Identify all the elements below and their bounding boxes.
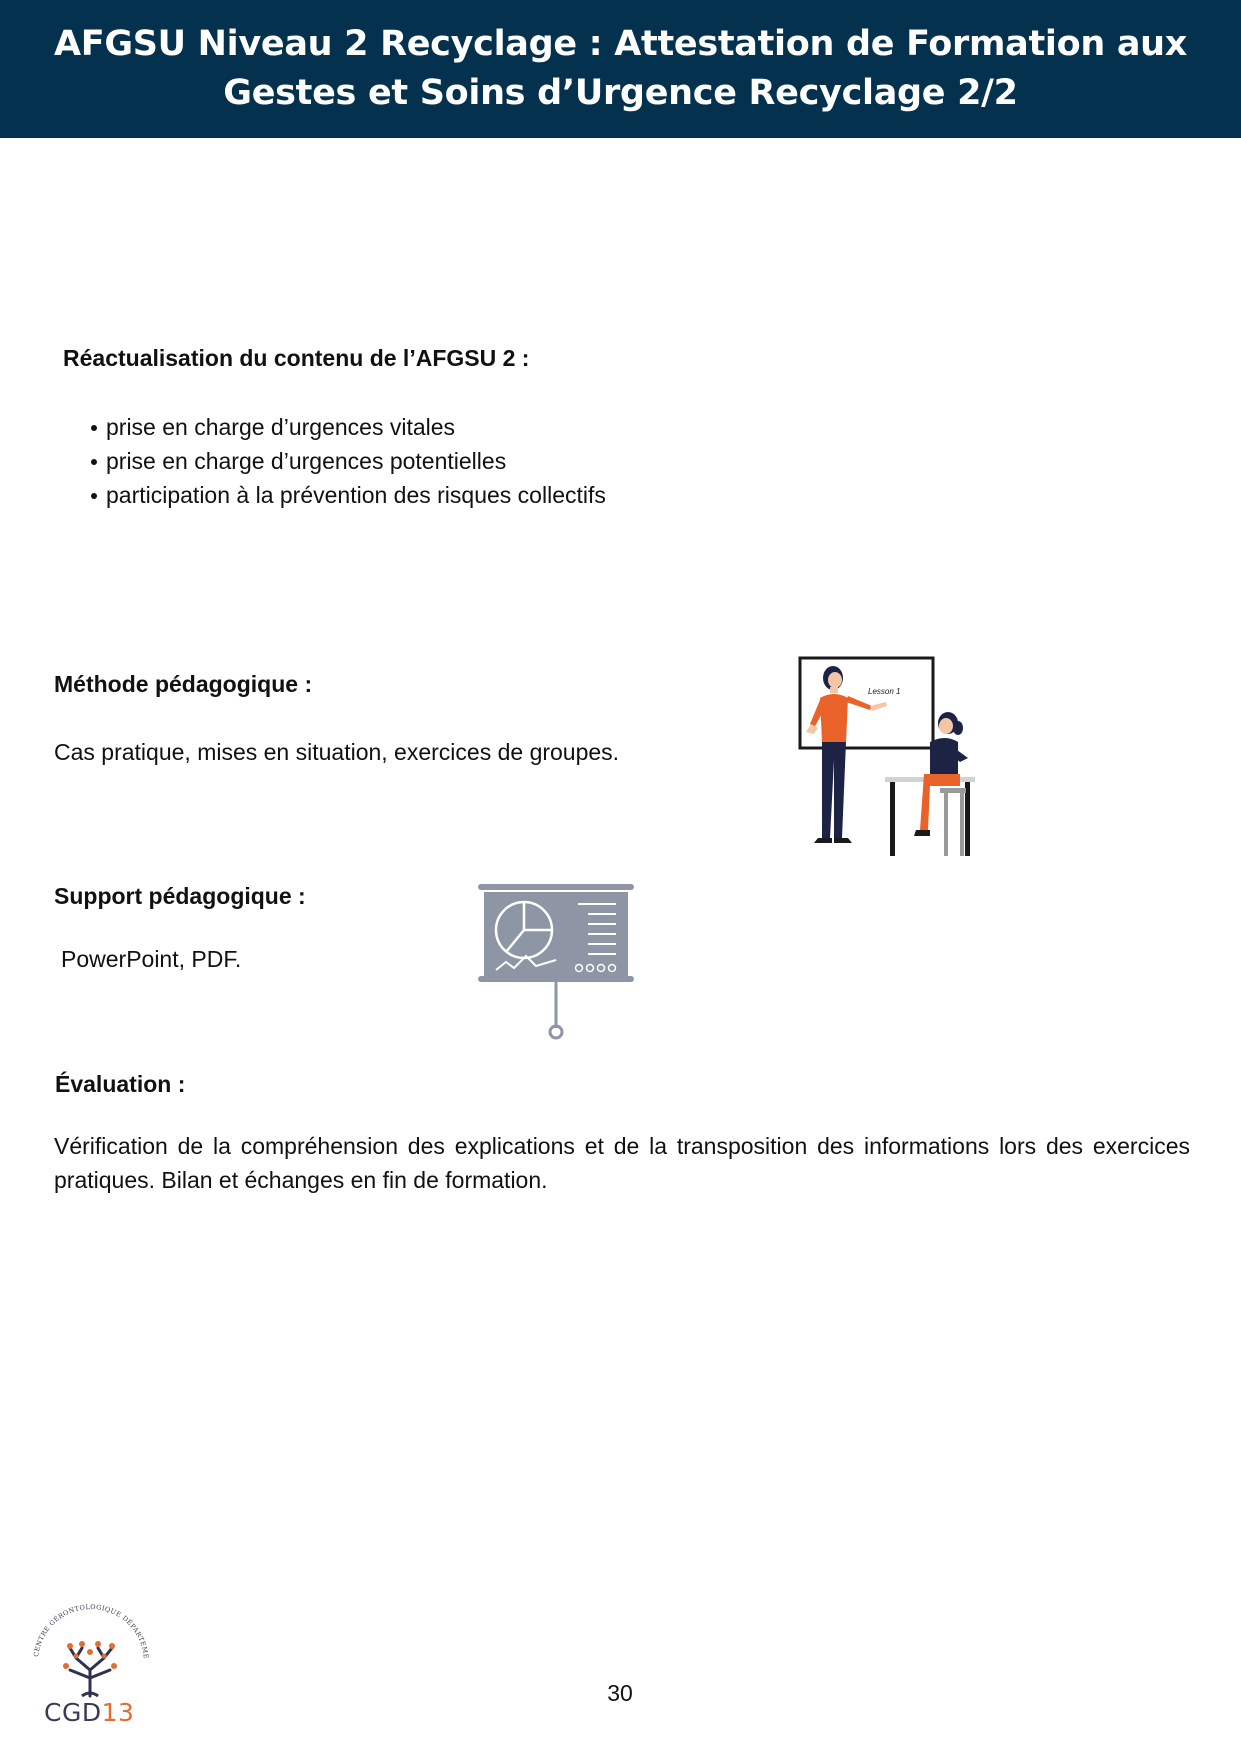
page-title-line-1: AFGSU Niveau 2 Recyclage : Attestation de Formation aux [53,24,1188,64]
evaluation-heading: Évaluation : [55,1071,186,1097]
support-heading: Support pédagogique : [54,883,306,909]
contenu-heading: Réactualisation du contenu de l’AFGSU 2 : [63,345,530,371]
page-header [0,0,1241,138]
logo-name-part1: CGD [44,1698,102,1727]
evaluation-text: Vérification de la compréhension des explications et de la transposition des informations lors des exercices pratiques. Bilan et échanges en fin de formation. [54,1133,1190,1193]
classroom-illustration-icon [790,650,990,860]
logo-wordmark [44,1698,134,1727]
board-label: Lesson 1 [868,687,901,696]
logo-arc-text: CENTRE GÉRONTOLOGIQUE DÉPARTEME [32,1602,150,1660]
list-item: prise en charge d’urgences potentielles [63,444,606,478]
contenu-list [63,410,606,512]
presentation-board-icon [476,880,638,1042]
methode-text: Cas pratique, mises en situation, exercices de groupes. [54,739,620,765]
cgd13-logo [26,1600,156,1730]
page-title-line-2: Gestes et Soins d’Urgence Recyclage 2/2 [223,73,1018,113]
methode-heading: Méthode pédagogique : [54,671,313,697]
page-number: 30 [607,1680,633,1706]
list-item: participation à la prévention des risques collectifs [63,478,606,512]
logo-name-part2: 13 [101,1698,135,1727]
list-item: prise en charge d’urgences vitales [63,410,606,444]
support-text: PowerPoint, PDF. [61,946,242,972]
cgd13-tree-logo-icon [26,1600,156,1700]
